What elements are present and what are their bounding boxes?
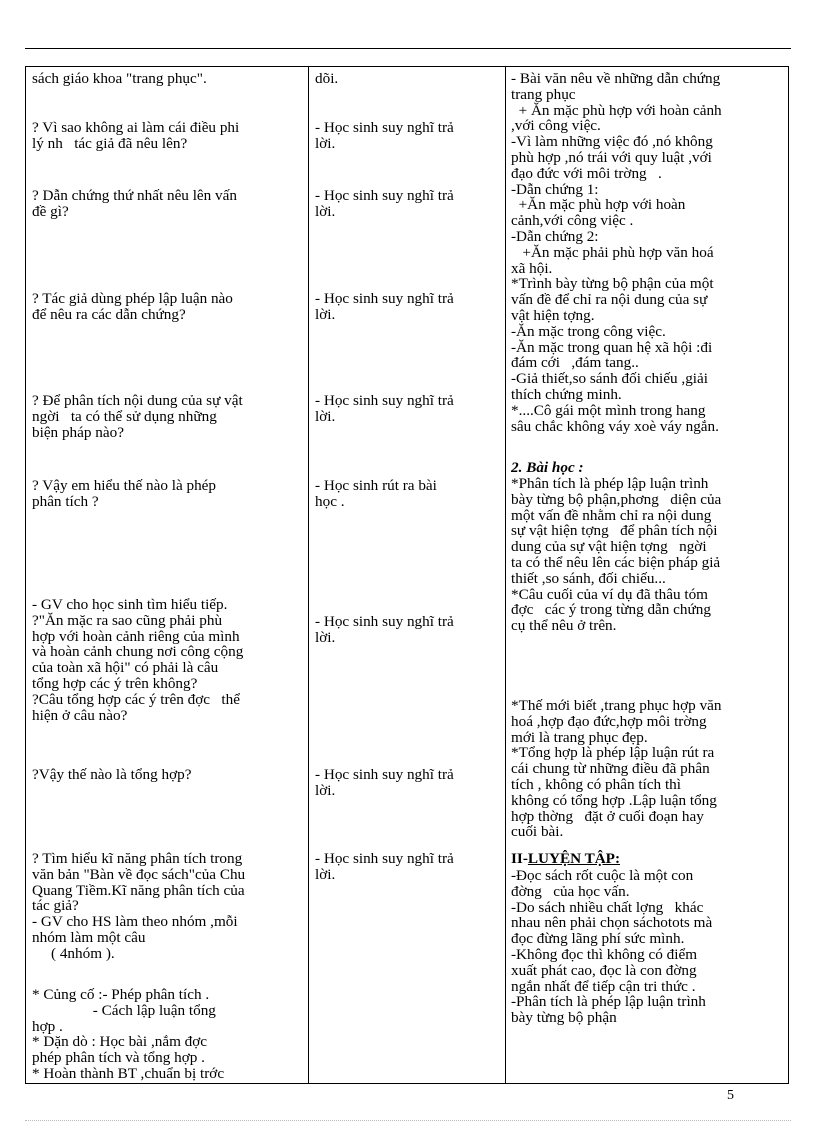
col2-row-3: - Học sinh suy nghĩ trả lời. bbox=[315, 187, 454, 220]
lesson-table bbox=[25, 66, 789, 1084]
col1-row-6: ? Vậy em hiểu thế nào là phép phân tích ? bbox=[32, 477, 217, 510]
section-heading-prefix: II- bbox=[511, 850, 528, 867]
col3-content-2: *Phân tích là phép lập luận trình bày từng bộ phận,phơng diện của một vấn đề nhằm chỉ ra nội dung sự vật hiện tợng để phân tích nội dung của sự vật hiện tợng ngời ta có thể nêu lên các biện pháp giả thiết ,so sánh, đối chiếu... *Câu cuối của ví dụ đã thâu tóm đợc các ý trong từng dẫn chứng cụ thể nêu ở trên. bbox=[511, 475, 722, 635]
col1-row-10: * Củng cố :- Phép phân tích . - Cách lập luận tổng hợp . * Dặn dò : Học bài ,nắm đợc phép phân tích và tổng hợp . * Hoàn thành BT ,chuẩn bị trớc bbox=[32, 986, 225, 1082]
col1-row-2: ? Vì sao không ai làm cái điều phi lý nh tác giả đã nêu lên? bbox=[32, 119, 240, 152]
student-activity-column bbox=[315, 67, 503, 1083]
col2-row-9: - Học sinh suy nghĩ trả lời. bbox=[315, 850, 454, 883]
col2-row-5: - Học sinh suy nghĩ trả lời. bbox=[315, 392, 454, 425]
col1-row-1: sách giáo khoa "trang phục". bbox=[32, 70, 207, 87]
content-column bbox=[511, 67, 786, 1083]
section-heading-title: LUYỆN TẬP: bbox=[527, 850, 621, 867]
col1-row-8: ?Vậy thế nào là tổng hợp? bbox=[32, 766, 192, 783]
col1-row-5: ? Để phân tích nội dung của sự vật ngời ta có thể sử dụng những biện pháp nào? bbox=[32, 392, 243, 441]
page-number: 5 bbox=[727, 1088, 734, 1103]
section-heading-luyen-tap bbox=[511, 851, 786, 867]
col2-row-7: - Học sinh suy nghĩ trả lời. bbox=[315, 613, 454, 646]
footer-rule bbox=[25, 1120, 791, 1121]
col3-content-3: *Thế mới biết ,trang phục hợp văn hoá ,hợp đạo đức,hợp môi trờng mới là trang phục đẹp. *Tổng hợp là phép lập luận rút ra cái chung từ những điều đã phân tích , không có phân tích thì không có tổng hợp .Lập luận tổng hợp thờng đặt ở cuối đoạn hay cuối bài. bbox=[511, 697, 722, 841]
column-divider-2 bbox=[505, 67, 506, 1083]
col2-row-8: - Học sinh suy nghĩ trả lời. bbox=[315, 766, 454, 799]
col3-content-1: - Bài văn nêu về những dẫn chứng trang phục + Ăn mặc phù hợp với hoàn cảnh ,với công việc. -Vì làm những việc đó ,nó không phù hợp ,nó trái với quy luật ,với đạo đức với môi trờng . -Dẫn chứng 1: +Ăn mặc phù hợp với hoàn cảnh,với công việc . -Dẫn chứng 2: +Ăn mặc phải phù hợp văn hoá xã hội. *Trình bày từng bộ phận của một vấn đề để chỉ ra nội dung của sự vật hiện tợng. -Ăn mặc trong công việc. -Ăn mặc trong quan hệ xã hội :đi đám cới ,đám tang.. -Giả thiết,so sánh đối chiếu ,giải thích chứng minh. *....Cô gái một mình trong hang sâu chắc không váy xoè váy ngắn. bbox=[511, 70, 722, 435]
col1-row-4: ? Tác giả dùng phép lập luận nào để nêu ra các dẫn chứng? bbox=[32, 290, 233, 323]
col1-row-3: ? Dẫn chứng thứ nhất nêu lên vấn đề gì? bbox=[32, 187, 237, 220]
header-rule bbox=[25, 48, 791, 49]
col2-row-6: - Học sinh rút ra bài học . bbox=[315, 477, 437, 510]
section-heading-bai-hoc: 2. Bài học : bbox=[511, 459, 584, 476]
col1-row-7: - GV cho học sinh tìm hiểu tiếp. ?"Ăn mặc ra sao cũng phải phù hợp với hoàn cảnh riêng của mình và hoàn cảnh chung nơi công cộng của toàn xã hội" có phải là câu tổng hợp các ý trên không? ?Câu tổng hợp các ý trên đợc thể hiện ở câu nào? bbox=[32, 596, 244, 724]
col2-row-1: dõi. bbox=[315, 70, 339, 87]
col2-row-2: - Học sinh suy nghĩ trả lời. bbox=[315, 119, 454, 152]
col1-row-9: ? Tìm hiểu kĩ năng phân tích trong văn bản "Bàn về đọc sách"của Chu Quang Tiềm.Kĩ năng phân tích của tác giả? - GV cho HS làm theo nhóm ,mỗi nhóm làm một câu ( 4nhóm ). bbox=[32, 850, 246, 962]
col2-row-4: - Học sinh suy nghĩ trả lời. bbox=[315, 290, 454, 323]
col3-content-4: -Đọc sách rốt cuộc là một con đờng của học vấn. -Do sách nhiều chất lợng khác nhau nên phải chọn sáchotots mà đọc đừng lãng phí sức mình. -Không đọc thì không có điểm xuất phát cao, đọc là con đờng ngắn nhất để tiếp cận tri thức . -Phân tích là phép lập luận trình bày từng bộ phận bbox=[511, 867, 713, 1027]
teacher-activity-column bbox=[32, 67, 308, 1083]
column-divider-1 bbox=[308, 67, 309, 1083]
